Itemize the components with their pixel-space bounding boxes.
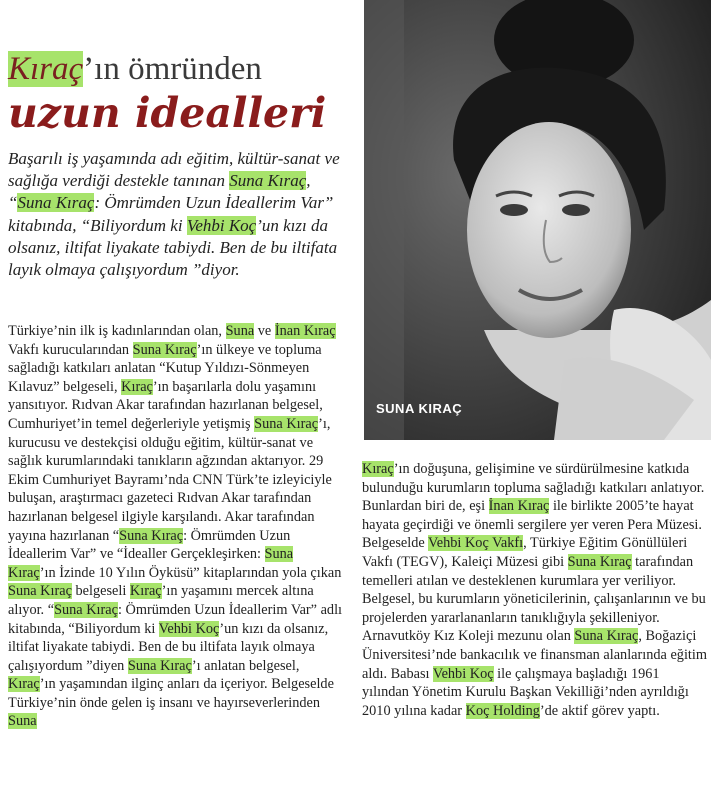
headline-line2: uzun idealleri	[8, 89, 327, 137]
body-text: ve	[254, 323, 275, 339]
highlight-name: Suna Kıraç	[127, 657, 192, 674]
highlight-name: Vehbi Koç	[158, 620, 220, 637]
body-text: , Türkiye Eğitim Gönüllüleri Vakfı (TEGV), Kaleiçi Müzesi gibi	[362, 535, 688, 570]
highlight-name: Kıraç	[121, 378, 153, 395]
body-text: ’un kızı da olsanız, iltifat liyakate tabiydi. Ben de bu iltifata layık olmaya çalışıyordum ”diyen	[8, 620, 329, 674]
body-text: Türkiye’nin ilk iş kadınlarından olan,	[8, 323, 226, 339]
lead-text: : Ömrümden Uzun İdeallerim Var” kitabında, “Biliyordum ki	[8, 193, 334, 235]
body-text: ’ın yaşamını mercek altına alıyor. “	[8, 583, 314, 618]
highlight-name: Suna Kıraç	[229, 171, 307, 191]
highlight-name: Kıraç	[129, 583, 162, 600]
body-text: ’ın ülkeye ve topluma sağladığı katkıları anlatan “Kutup Yıldızı-Sönmeyen Kılavuz” belgeseli,	[8, 341, 322, 395]
headline-line1	[8, 50, 262, 88]
highlight-name: Kıraç	[8, 676, 40, 693]
highlight-name: Suna Kıraç	[132, 341, 197, 358]
highlight-name: Suna Kıraç	[574, 628, 639, 645]
lead-paragraph	[8, 148, 348, 281]
highlight-name: Suna	[8, 713, 37, 730]
lead-text: , “	[8, 171, 311, 213]
portrait-photo	[364, 0, 711, 440]
portrait-illustration	[364, 0, 711, 440]
body-text: Vakfı kurucularından	[8, 341, 133, 358]
body-column-right	[362, 460, 707, 720]
body-text: ’ı, kurucusu ve destekçisi olduğu eğitim, kültür-sanat ve sağlık kurumlarındaki tanıkların ağzından aktarıyor. 29 Ekim Cumhuriyet Bayramı’nda CNN Türk’te izleyiciyle buluşan, araştırmacı gazeteci Rıdvan Akar tarafından hazırlanan belgesel ilgiyle karşılandı. Akar tarafından yayına hazırlanan “	[8, 415, 332, 544]
highlight-name: İnan Kıraç	[488, 498, 550, 515]
lead-text: Başarılı iş yaşamında adı eğitim, kültür-sanat ve sağlığa verdiği destekle tanınan	[8, 149, 340, 191]
body-text: ’de aktif görev yaptı.	[539, 702, 660, 719]
highlight-name: Suna Kıraç	[17, 193, 95, 213]
highlight-name: Suna	[225, 323, 255, 339]
body-text: tarafından temelleri atılan ve desteklenen kurumlara yer veriliyor. Belgesel, bu kurumların yöneticilerinin, çalışanlarının ve bu projelerden yararlananların tanıklığıyla şekilleniyor. Arnavutköy Kız Koleji mezunu olan	[362, 553, 706, 645]
highlight-name: Suna Kıraç	[119, 527, 184, 544]
lead-text: ’un kızı da olsanız, iltifat liyakate tabiydi. Ben de bu iltifata layık olmaya çalışıyordum ”diyor.	[8, 215, 338, 280]
highlight-name: Suna Kıraç	[8, 546, 294, 581]
highlight-name: Vehbi Koç	[186, 215, 257, 235]
body-text: ’ın yaşamından ilginç anları da içeriyor. Belgeselde Türkiye’nin önde gelen iş insanı ve hayırseverlerinden	[8, 676, 334, 711]
highlight-name: Koç Holding	[465, 702, 540, 719]
highlight-name: Vehbi Koç Vakfı	[428, 535, 524, 552]
body-column-left	[8, 322, 344, 731]
body-text: , Boğaziçi Üniversitesi’nde bankacılık ve finansman alanlarında eğitim aldı. Babası	[362, 628, 707, 682]
highlight-name: Kıraç	[362, 461, 394, 477]
highlight-name: Suna Kıraç	[567, 553, 632, 570]
body-text: ’ın başarılarla dolu yaşamını yansıtıyor. Rıdvan Akar tarafından hazırlanan belgesel, Cumhuriyet’in temel değerleriyle yetişmiş	[8, 378, 323, 432]
body-text: ’ın İzinde 10 Yılın Öyküsü” kitaplarından yola çıkan	[39, 564, 342, 581]
highlight-name: Suna Kıraç	[8, 583, 72, 600]
body-text: ’ın doğuşuna, gelişimine ve sürdürülmesine katkıda bulunduğu kurumların topluma sağladığı katkıları anlatıyor. Bunlardan biri de, eşi	[362, 461, 705, 515]
highlight-name: Suna Kıraç	[254, 415, 319, 432]
photo-caption: SUNA KIRAÇ	[376, 401, 463, 416]
body-text: ile çalışmaya başladığı 1961 yılından Yönetim Kurulu Başkan Vekilliği’nden ayrıldığı 2010 yılına kadar	[362, 665, 689, 719]
body-text: : Ömrümden Uzun İdeallerim Var” ve “İdealler Gerçekleşirken:	[8, 527, 291, 563]
highlight-name: Suna Kıraç	[54, 601, 118, 618]
highlight-name: İnan Kıraç	[274, 323, 336, 339]
body-text: ’ı anlatan belgesel,	[191, 657, 300, 674]
body-text: : Ömrümden Uzun İdeallerim Var” adlı kitabında, “Biliyordum ki	[8, 601, 343, 637]
body-text: belgeseli	[71, 583, 130, 600]
body-text: ile birlikte 2005’te hayat hayata geçirdiği ve önemli sergilere yer veren Pera Müzesi. Belgeselde	[362, 498, 702, 552]
highlight-name: Vehbi Koç	[432, 665, 494, 682]
headline-keyword: Kıraç	[8, 51, 84, 87]
headline-line1-rest: ’ın ömründen	[83, 51, 262, 87]
